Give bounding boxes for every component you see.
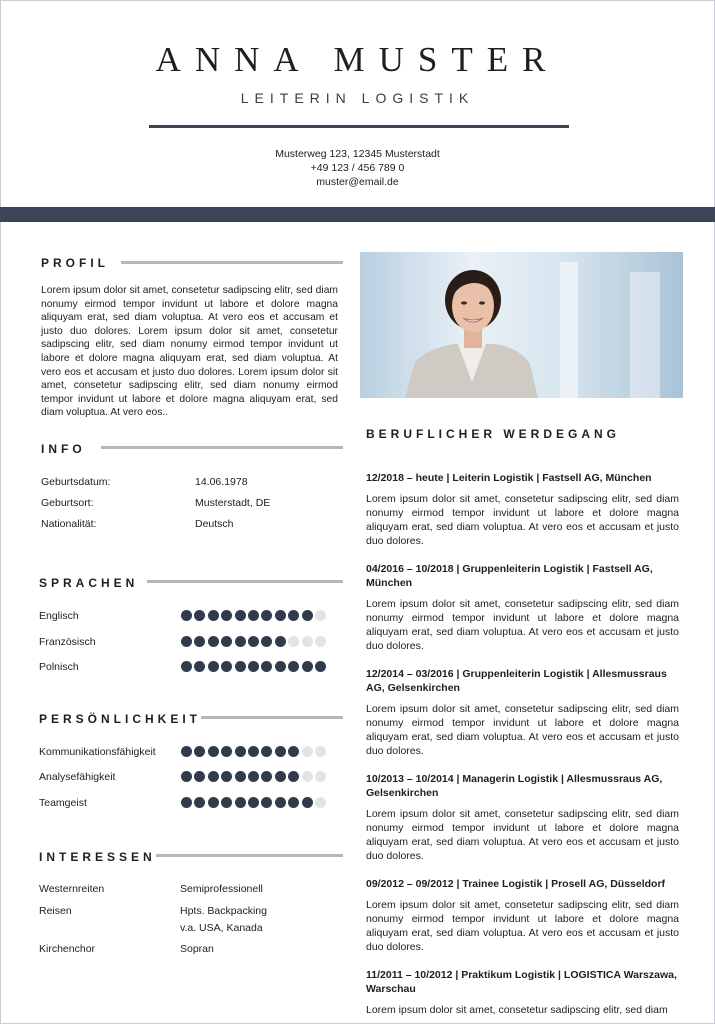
- contact-email[interactable]: muster@email.de: [316, 176, 399, 188]
- section-rule-interests: [156, 854, 343, 857]
- job-entry-description: Lorem ipsum dolor sit amet, consetetur sadipscing elitr, sed diam nonumy eirmod tempor invidunt ut labore et dolore magna aliquyam erat, sed diam voluptua. At vero eos et accusam et justo duo dolores.: [366, 808, 679, 862]
- interest-value: v.a. USA, Kanada: [180, 922, 263, 934]
- rating-dot-filled: [181, 746, 192, 757]
- rating-dot-filled: [275, 661, 286, 672]
- rating-dot-empty: [315, 746, 326, 757]
- rating-dot-empty: [315, 771, 326, 782]
- job-entry-description: Lorem ipsum dolor sit amet, consetetur sadipscing elitr, sed diam nonumy eirmod tempor invidunt ut labore et dolore magna aliquyam erat, sed diam voluptua. At vero eos et accusam et justo duo dolores.: [366, 899, 679, 953]
- rating-dot-filled: [275, 797, 286, 808]
- language-label: Englisch: [39, 610, 79, 622]
- rating-dot-filled: [181, 661, 192, 672]
- section-heading-profile: PROFIL: [41, 256, 109, 270]
- section-heading-career: BERUFLICHER WERDEGANG: [366, 427, 620, 441]
- interest-value: Semiprofessionell: [180, 883, 263, 895]
- section-rule-profile: [121, 261, 343, 264]
- rating-dot-filled: [208, 610, 219, 621]
- rating-dot-filled: [248, 636, 259, 647]
- rating-dot-filled: [235, 610, 246, 621]
- rating-dot-filled: [248, 661, 259, 672]
- rating-dot-filled: [235, 797, 246, 808]
- language-label: Polnisch: [39, 661, 79, 673]
- job-entry-description: Lorem ipsum dolor sit amet, consetetur sadipscing elitr, sed diam nonumy eirmod tempor invidunt ut labore et dolore magna aliquyam erat, sed diam voluptua. At vero eos et accusam et justo duo dolores.: [366, 703, 679, 757]
- trait-label: Kommunikationsfähigkeit: [39, 746, 156, 758]
- interest-value: Hpts. Backpacking: [180, 905, 267, 917]
- person-name: ANNA MUSTER: [155, 40, 560, 79]
- rating-dot-filled: [315, 661, 326, 672]
- header-band: [0, 207, 715, 222]
- rating-dot-filled: [248, 746, 259, 757]
- job-title: LEITERIN LOGISTIK: [240, 90, 475, 106]
- rating-dot-filled: [302, 661, 313, 672]
- rating-dot-filled: [275, 771, 286, 782]
- info-value: 14.06.1978: [195, 476, 248, 488]
- rating-dot-filled: [248, 797, 259, 808]
- trait-label: Teamgeist: [39, 797, 87, 809]
- rating-dot-empty: [302, 746, 313, 757]
- rating-dot-empty: [315, 797, 326, 808]
- profile-text: [41, 284, 338, 420]
- rating-dot-filled: [208, 746, 219, 757]
- contact-address: Musterweg 123, 12345 Musterstadt: [275, 148, 440, 160]
- rating-dot-filled: [248, 610, 259, 621]
- section-heading-languages: SPRACHEN: [39, 576, 139, 590]
- job-entry-description: Lorem ipsum dolor sit amet, consetetur sadipscing elitr, sed diam: [366, 1004, 668, 1016]
- rating-dot-filled: [181, 797, 192, 808]
- interest-label: Westernreiten: [39, 883, 105, 895]
- profile-paragraph: Lorem ipsum dolor sit amet, consetetur sadipscing elitr, sed diam nonumy eirmod tempor invidunt ut labore et dolore magna aliquyam erat, sed diam voluptua. At vero eos et accusam et justo duo dolores. Lorem ipsum dolor sit amet, consetetur sadipscing elitr, sed diam nonumy eirmod tempor invidunt ut labore et dolore magna aliquyam erat, sed diam voluptua. At vero eos et accusam et justo duo dolores. Lorem ipsum dolor sit amet, consetetur sadipscing elitr, sed diam nonumy eirmod tempor invidunt ut labore et dolore magna aliquyam erat, sed diam voluptua. At vero eos..: [41, 285, 338, 419]
- rating-dot-empty: [302, 636, 313, 647]
- rating-dot-filled: [181, 610, 192, 621]
- rating-dot-filled: [275, 636, 286, 647]
- job-entry-title: 09/2012 – 09/2012 | Trainee Logistik | Prosell AG, Düsseldorf: [366, 878, 666, 890]
- profile-photo: [360, 252, 683, 398]
- job-entry-title: 10/2013 – 10/2014 | Managerin Logistik | Allesmussraus AG, Gelsenkirchen: [366, 773, 663, 799]
- info-label: Geburtsdatum:: [41, 476, 111, 488]
- section-heading-personality: PERSÖNLICHKEIT: [39, 712, 202, 726]
- rating-dot-empty: [315, 636, 326, 647]
- rating-dot-filled: [275, 746, 286, 757]
- section-rule-personality: [201, 716, 343, 719]
- trait-label: Analysefähigkeit: [39, 771, 116, 783]
- rating-dot-empty: [315, 610, 326, 621]
- rating-dot-filled: [275, 610, 286, 621]
- header-divider: [149, 125, 569, 128]
- info-label: Nationalität:: [41, 518, 97, 530]
- rating-dot-filled: [181, 636, 192, 647]
- info-value: Musterstadt, DE: [195, 497, 271, 509]
- contact-phone: +49 123 / 456 789 0: [310, 162, 405, 174]
- portrait-illustration: [360, 252, 683, 398]
- rating-dot-filled: [302, 610, 313, 621]
- rating-dot-filled: [208, 771, 219, 782]
- section-heading-interests: INTERESSEN: [39, 850, 156, 864]
- rating-dot-empty: [302, 771, 313, 782]
- section-heading-info: INFO: [41, 442, 86, 456]
- section-rule-info: [101, 446, 343, 449]
- rating-dot-filled: [302, 797, 313, 808]
- interest-label: Reisen: [39, 905, 72, 917]
- rating-dot-filled: [235, 771, 246, 782]
- interest-value: Sopran: [180, 943, 214, 955]
- rating-dot-filled: [235, 661, 246, 672]
- contact-block: [0, 147, 715, 189]
- interest-label: Kirchenchor: [39, 943, 96, 955]
- job-entry-description: Lorem ipsum dolor sit amet, consetetur sadipscing elitr, sed diam nonumy eirmod tempor invidunt ut labore et dolore magna aliquyam erat, sed diam voluptua. At vero eos et accusam et justo duo dolores.: [366, 598, 679, 652]
- job-entry-title: 11/2011 – 10/2012 | Praktikum Logistik | LOGISTICA Warszawa, Warschau: [366, 969, 677, 995]
- rating-dot-filled: [248, 771, 259, 782]
- job-entry-title: 12/2018 – heute | Leiterin Logistik | Fastsell AG, München: [366, 472, 652, 484]
- info-value: Deutsch: [195, 518, 234, 530]
- rating-dot-filled: [235, 636, 246, 647]
- language-label: Französisch: [39, 636, 96, 648]
- job-entry-title: 04/2016 – 10/2018 | Gruppenleiterin Logistik | Fastsell AG, München: [366, 563, 653, 589]
- rating-dot-filled: [208, 797, 219, 808]
- rating-dot-filled: [208, 661, 219, 672]
- rating-dot-filled: [208, 636, 219, 647]
- rating-dot-filled: [235, 746, 246, 757]
- job-entry-description: Lorem ipsum dolor sit amet, consetetur sadipscing elitr, sed diam nonumy eirmod tempor invidunt ut labore et dolore magna aliquyam erat, sed diam voluptua. At vero eos et accusam et justo duo dolores.: [366, 493, 679, 547]
- rating-dot-filled: [181, 771, 192, 782]
- job-entry-title: 12/2014 – 03/2016 | Gruppenleiterin Logistik | Allesmussraus AG, Gelsenkirchen: [366, 668, 667, 694]
- info-label: Geburtsort:: [41, 497, 94, 509]
- section-rule-languages: [147, 580, 343, 583]
